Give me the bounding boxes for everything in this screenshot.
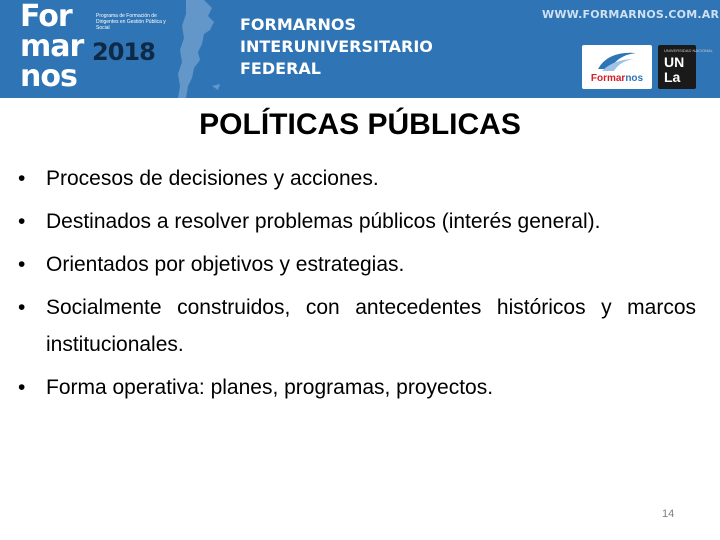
program-title xyxy=(240,14,433,80)
slide-title: POLÍTICAS PÚBLICAS xyxy=(199,108,521,141)
unla-logo-main xyxy=(664,55,684,85)
logo-program-text: Programa de Formación de Dirigentes en Gestión Pública y Social xyxy=(96,13,166,31)
program-title-line-1: FORMARNOS xyxy=(240,15,356,34)
unla-logo-line-2: La xyxy=(664,69,681,85)
logo-line-3: nos xyxy=(20,59,77,94)
bullet-text: Socialmente construidos, con antecedentes históricos y marcos institucionales. xyxy=(46,296,696,356)
unla-logo-small: UNIVERSIDAD NACIONAL xyxy=(664,48,713,53)
bullet-dot-icon: • xyxy=(18,253,26,276)
bullet-item xyxy=(18,289,696,363)
formarnos-logo xyxy=(582,45,652,89)
bullet-dot-icon: • xyxy=(18,210,26,233)
bullet-item xyxy=(18,246,696,283)
argentina-map-icon xyxy=(164,0,234,98)
bullet-dot-icon: • xyxy=(18,167,26,190)
program-title-line-2: INTERUNIVERSITARIO xyxy=(240,37,433,56)
bullet-dot-icon: • xyxy=(18,376,26,399)
formarnos-logo-text-b: nos xyxy=(625,73,644,84)
page-number: 14 xyxy=(662,508,675,520)
bullet-item xyxy=(18,203,696,240)
program-title-line-3: FEDERAL xyxy=(240,59,321,78)
bullet-text: Orientados por objetivos y estrategias. xyxy=(46,253,405,276)
logo-year: 2018 xyxy=(92,38,155,66)
bullet-list xyxy=(18,160,696,406)
formarnos-logo-text xyxy=(582,73,652,84)
bullet-text: Destinados a resolver problemas públicos (interés general). xyxy=(46,210,601,233)
bullet-dot-icon: • xyxy=(18,296,26,319)
bullet-item xyxy=(18,369,696,406)
header-banner xyxy=(0,0,720,98)
site-url[interactable]: WWW.FORMARNOS.COM.AR xyxy=(542,8,720,21)
bullet-item xyxy=(18,160,696,197)
bullet-text: Procesos de decisiones y acciones. xyxy=(46,167,379,190)
formarnos-swoosh-icon xyxy=(596,49,638,73)
bullet-text: Forma operativa: planes, programas, proyectos. xyxy=(46,376,494,399)
unla-logo xyxy=(658,45,713,89)
unla-logo-line-1: UN xyxy=(664,54,685,70)
formarnos-logo-text-a: Formar xyxy=(590,73,626,84)
logo-line-1: For xyxy=(20,0,72,34)
logo-line-2: mar xyxy=(20,29,84,64)
